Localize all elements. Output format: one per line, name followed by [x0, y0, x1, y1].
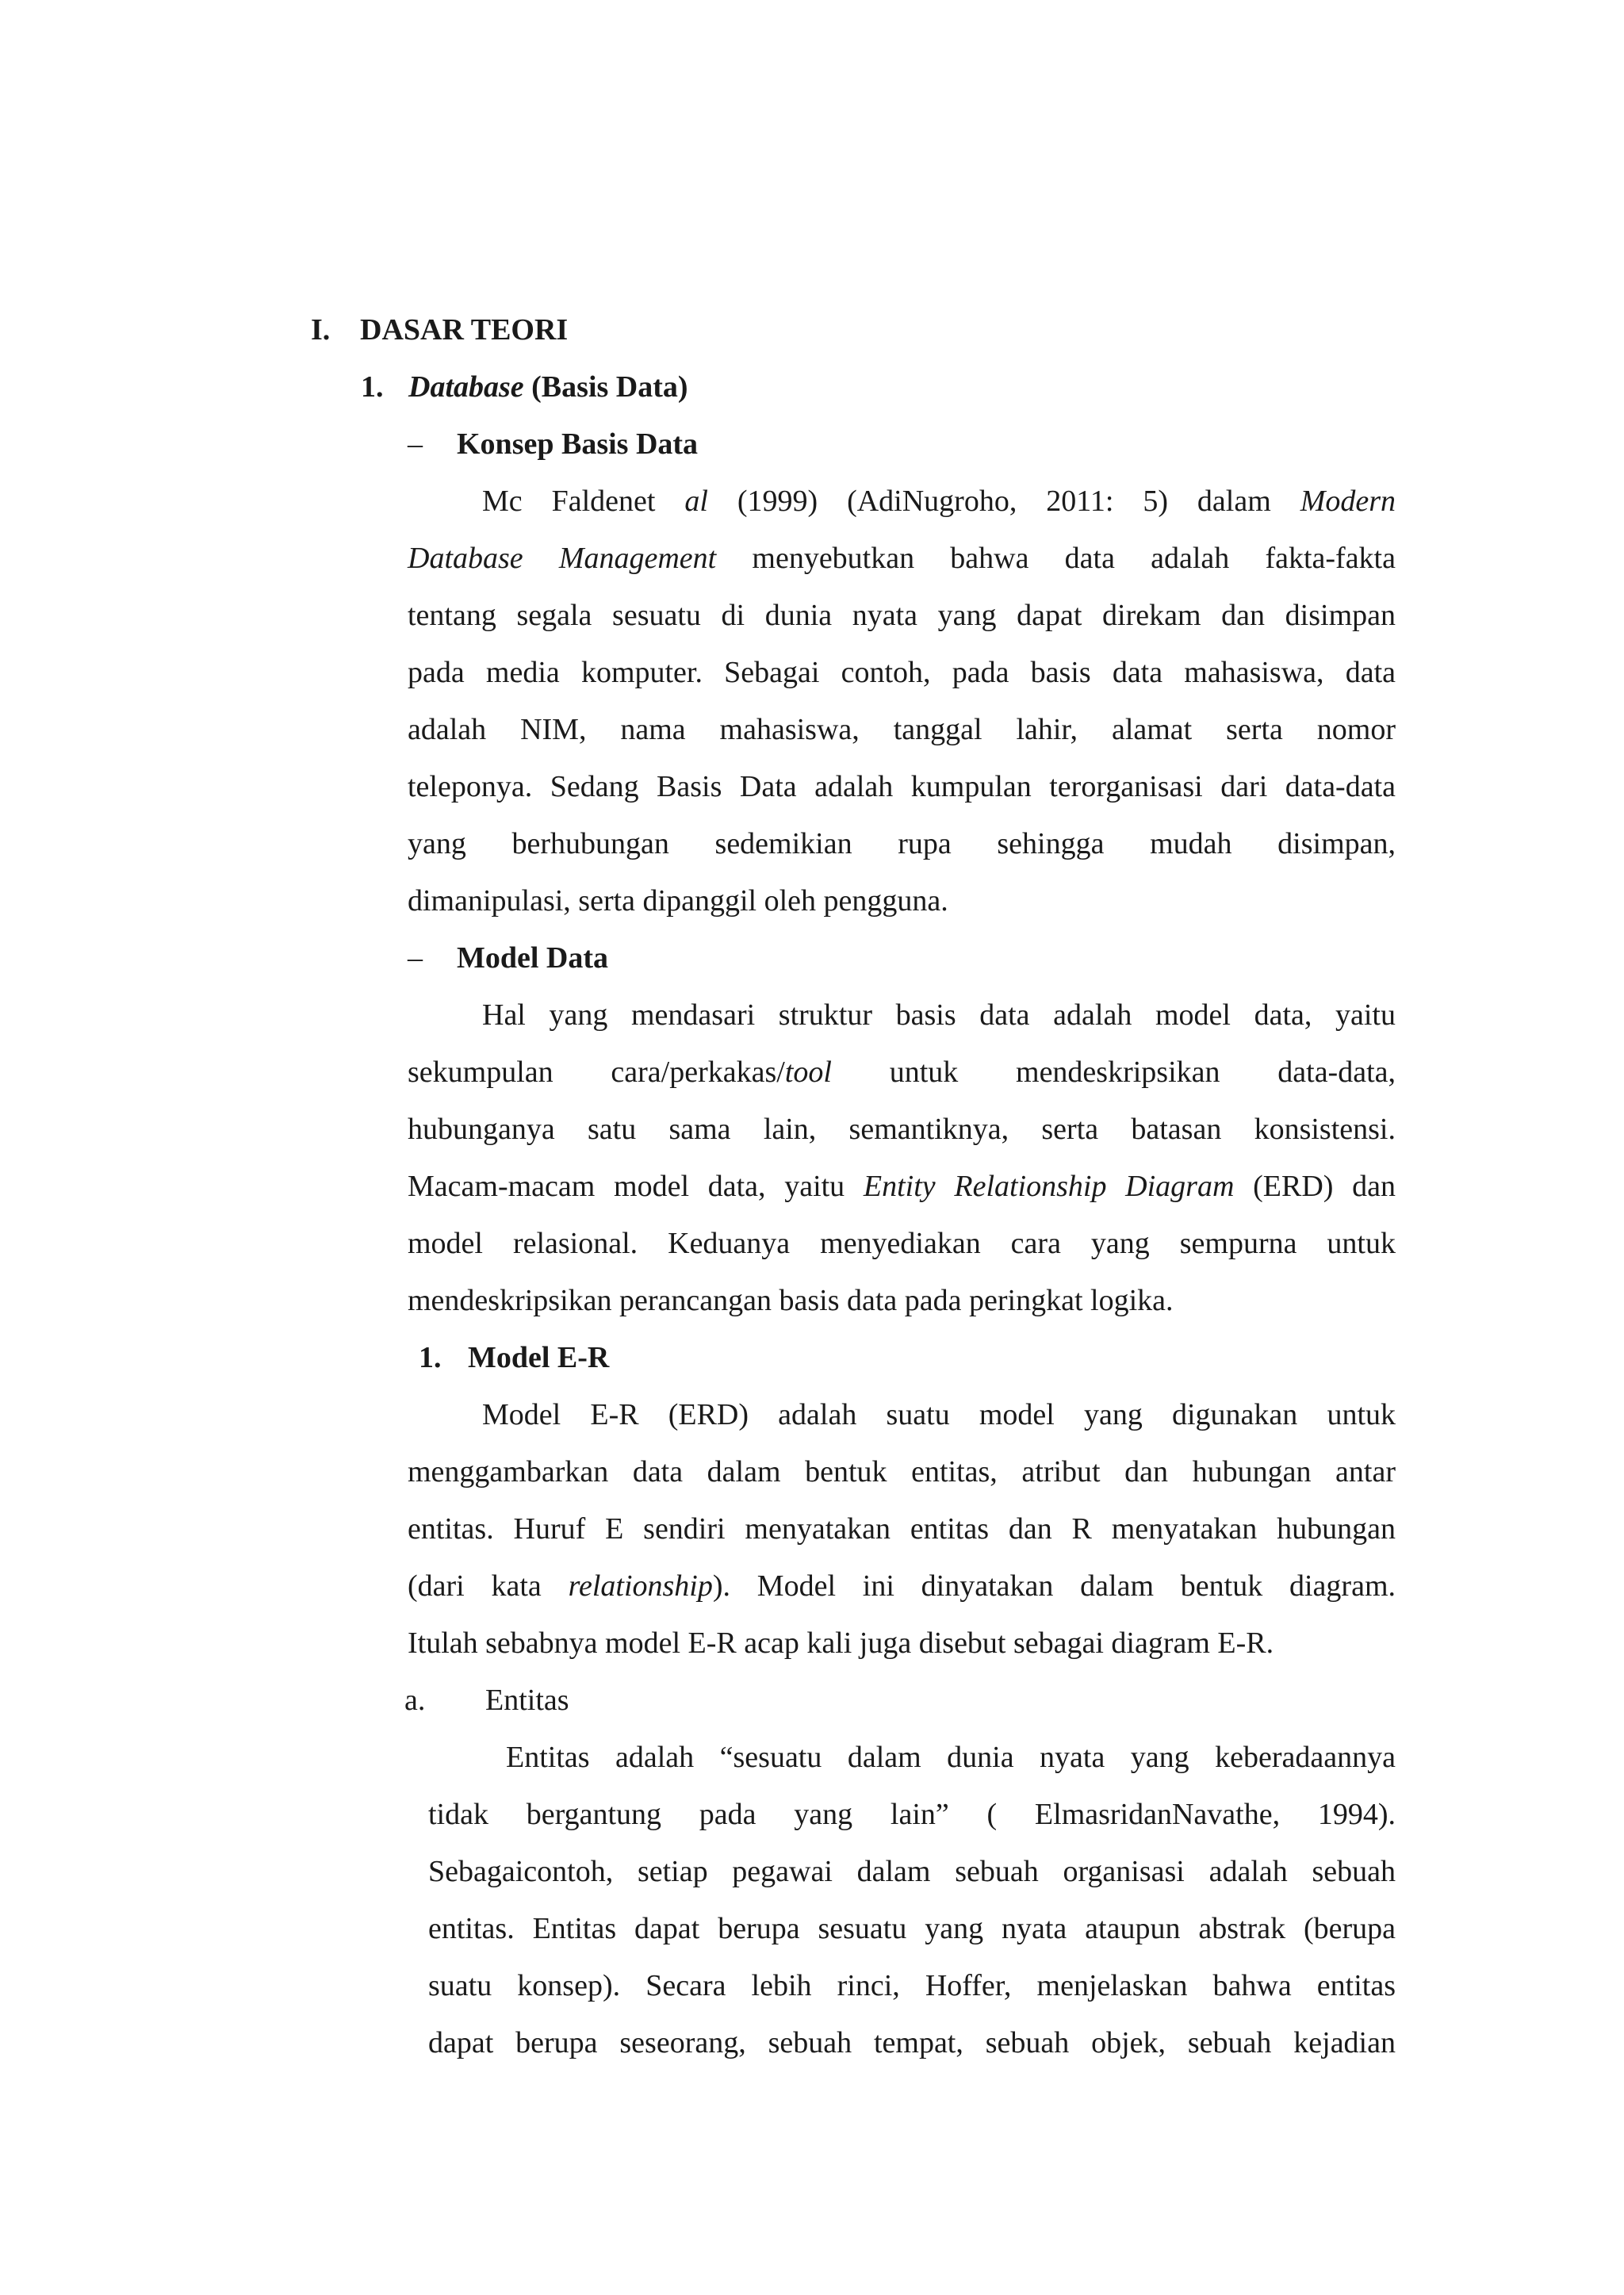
er-heading: Model E-R	[468, 1341, 610, 1374]
entitas-line-4: entitas. Entitas dapat berupa sesuatu yang nyata ataupun abstrak (berupa	[428, 1912, 1396, 1945]
entitas-letter: a.	[404, 1684, 426, 1717]
subsection-title-italic: Database	[408, 370, 524, 404]
er-line-1: Model E-R (ERD) adalah suatu model yang digunakan untuk	[482, 1398, 1396, 1431]
er-line-5: Itulah sebabnya model E-R acap kali juga disebut sebagai diagram E-R.	[408, 1626, 1274, 1660]
subsection-title	[408, 368, 688, 406]
model-line-1: Hal yang mendasari struktur basis data adalah model data, yaitu	[482, 998, 1396, 1032]
entitas-line-5: suatu konsep). Secara lebih rinci, Hoffer, menjelaskan bahwa entitas	[428, 1969, 1396, 2002]
subsection-number: 1.	[361, 370, 384, 404]
konsep-line-8: dimanipulasi, serta dipanggil oleh pengguna.	[408, 884, 948, 918]
er-line-3: entitas. Huruf E sendiri menyatakan entitas dan R menyatakan hubungan	[408, 1512, 1396, 1546]
model-line-5: model relasional. Keduanya menyediakan cara yang sempurna untuk	[408, 1227, 1396, 1260]
konsep-line-4: pada media komputer. Sebagai contoh, pada basis data mahasiswa, data	[408, 656, 1396, 689]
er-line-4: (dari kata relationship). Model ini dinyatakan dalam bentuk diagram.	[408, 1569, 1396, 1603]
model-heading: Model Data	[457, 941, 609, 975]
section-number: I.	[311, 313, 331, 347]
entitas-line-1: Entitas adalah “sesuatu dalam dunia nyata yang keberadaannya	[506, 1741, 1396, 1774]
konsep-line-3: tentang segala sesuatu di dunia nyata yang dapat direkam dan disimpan	[408, 599, 1396, 632]
konsep-line-7: yang berhubungan sedemikian rupa sehingga mudah disimpan,	[408, 827, 1396, 860]
er-line-2: menggambarkan data dalam bentuk entitas, atribut dan hubungan antar	[408, 1455, 1396, 1488]
entitas-line-2: tidak bergantung pada yang lain” ( ElmasridanNavathe, 1994).	[428, 1798, 1396, 1831]
entitas-line-3: Sebagaicontoh, setiap pegawai dalam sebuah organisasi adalah sebuah	[428, 1855, 1396, 1888]
subsection-title-rest: (Basis Data)	[523, 370, 688, 404]
entitas-heading: Entitas	[485, 1684, 569, 1717]
section-title: DASAR TEORI	[360, 313, 569, 347]
konsep-line-2: Database Management menyebutkan bahwa data adalah fakta-fakta	[408, 542, 1396, 575]
model-line-3: hubunganya satu sama lain, semantiknya, serta batasan konsistensi.	[408, 1113, 1396, 1146]
model-line-6: mendeskripsikan perancangan basis data pada peringkat logika.	[408, 1284, 1174, 1317]
konsep-line-1: Mc Faldenet al (1999) (AdiNugroho, 2011: 5) dalam Modern	[482, 485, 1396, 518]
konsep-line-6: teleponya. Sedang Basis Data adalah kumpulan terorganisasi dari data-data	[408, 770, 1396, 803]
konsep-heading: Konsep Basis Data	[457, 427, 699, 461]
entitas-line-6: dapat berupa seseorang, sebuah tempat, sebuah objek, sebuah kejadian	[428, 2026, 1396, 2059]
er-number: 1.	[419, 1341, 442, 1374]
model-dash: –	[408, 941, 423, 975]
konsep-dash: –	[408, 427, 423, 461]
konsep-line-5: adalah NIM, nama mahasiswa, tanggal lahir, alamat serta nomor	[408, 713, 1396, 746]
model-line-4: Macam-macam model data, yaitu Entity Relationship Diagram (ERD) dan	[408, 1170, 1396, 1203]
model-line-2: sekumpulan cara/perkakas/tool untuk mendeskripsikan data-data,	[408, 1056, 1396, 1089]
